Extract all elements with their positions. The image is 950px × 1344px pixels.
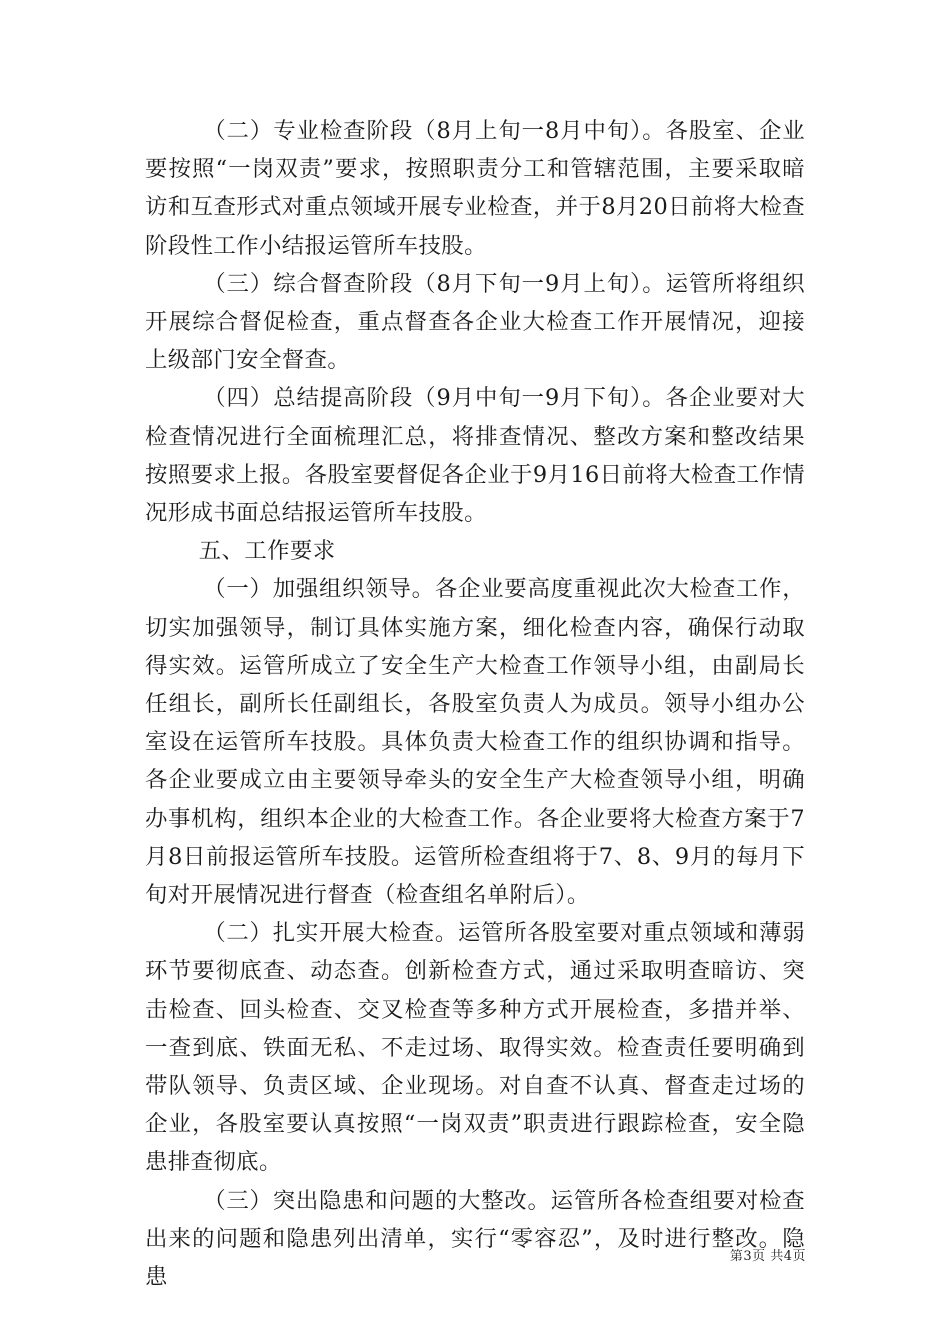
paragraph-organization-leadership: （一）加强组织领导。各企业要高度重视此次大检查工作，切实加强领导，制订具体实施方案，细化检查内容，确保行动取得实效。运管所成立了安全生产大检查工作领导小组，由副局长任组长，副所长任副组长，各股室负责人为成员。领导小组办公室设在运管所车技股。具体负责大检查工作的组织协调和指导。各企业要成立由主要领导牵头的安全生产大检查领导小组，明确办事机构，组织本企业的大检查工作。各企业要将大检查方案于7月8日前报运管所车技股。运管所检查组将于7、8、9月的每月下旬对开展情况进行督查（检查组名单附后）。 — [145, 576, 805, 909]
paragraph-comprehensive-supervision: （三）综合督查阶段（8月下旬一9月上旬）。运管所将组织开展综合督促检查，重点督查各企业大检查工作开展情况，迎接上级部门安全督查。 — [145, 270, 805, 374]
document-body — [145, 112, 805, 1296]
section-heading-work-requirements: 五、工作要求 — [198, 538, 336, 565]
paragraph-summary-stage: （四）总结提高阶段（9月中旬一9月下旬）。各企业要对大检查情况进行全面梳理汇总，将排查情况、整改方案和整改结果按照要求上报。各股室要督促各企业于9月16日前将大检查工作情况形成书面总结报运管所车技股。 — [145, 385, 805, 527]
paragraph-inspection-execution: （二）扎实开展大检查。运管所各股室要对重点领域和薄弱环节要彻底查、动态查。创新检查方式，通过采取明查暗访、突击检查、回头检查、交叉检查等多种方式开展检查，多措并举、一查到底、铁面无私、不走过场、取得实效。检查责任要明确到带队领导、负责区域、企业现场。对自查不认真、督查走过场的企业，各股室要认真按照“一岗双责”职责进行跟踪检查，安全隐患排查彻底。 — [145, 920, 805, 1176]
paragraph-professional-inspection: （二）专业检查阶段（8月上旬一8月中旬）。各股室、企业要按照“一岗双责”要求，按照职责分工和管辖范围，主要采取暗访和互查形式对重点领域开展专业检查，并于8月20日前将大检查阶段性工作小结报运管所车技股。 — [145, 118, 805, 259]
paragraph-hazard-rectification: （三）突出隐患和问题的大整改。运管所各检查组要对检查出来的问题和隐患列出清单，实行“零容忍”，及时进行整改。隐患 — [145, 1187, 805, 1291]
page-number: 第3页 共4页 — [729, 1249, 806, 1264]
